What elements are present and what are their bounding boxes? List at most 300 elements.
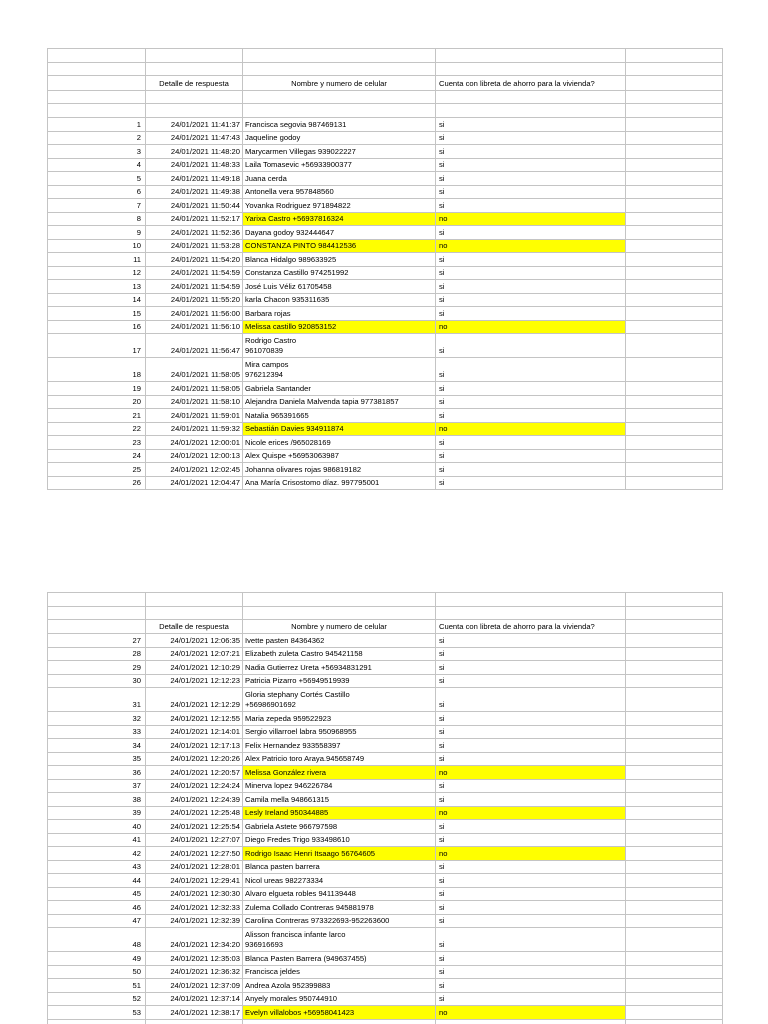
row-number-cell: 43: [48, 860, 146, 874]
timestamp-cell: 24/01/2021 12:25:48: [146, 806, 243, 820]
empty-cell: [243, 607, 436, 620]
empty-cell: [146, 104, 243, 118]
row-number-cell: 31: [48, 688, 146, 712]
name-cell: Dayana godoy 932444647: [243, 226, 436, 240]
table-row: [48, 725, 723, 739]
table-row: [48, 647, 723, 661]
empty-cell: [626, 860, 723, 874]
empty-cell: [626, 914, 723, 928]
name-cell: CONSTANZA PINTO 984412536: [243, 239, 436, 253]
empty-cell: [626, 172, 723, 186]
answer-cell: si: [436, 476, 626, 490]
name-cell: Blanca Pasten Barrera (949637455): [243, 952, 436, 966]
name-cell: Barbara rojas: [243, 307, 436, 321]
answer-cell: si: [436, 914, 626, 928]
row-number-cell: 22: [48, 422, 146, 436]
timestamp-cell: 24/01/2021 12:27:50: [146, 847, 243, 861]
table-row: [48, 334, 723, 358]
row-number-cell: 19: [48, 382, 146, 396]
table-row: [48, 806, 723, 820]
answer-cell: no: [436, 422, 626, 436]
name-cell: Rodrigo Castro 961070839: [243, 334, 436, 358]
timestamp-cell: 24/01/2021 11:59:01: [146, 409, 243, 423]
timestamp-cell: 24/01/2021 12:12:23: [146, 674, 243, 688]
empty-cell: [626, 766, 723, 780]
table-row: [48, 212, 723, 226]
row-number-cell: 1: [48, 118, 146, 132]
timestamp-cell: 24/01/2021 12:00:13: [146, 449, 243, 463]
row-number-cell: 52: [48, 992, 146, 1006]
timestamp-cell: 24/01/2021 12:10:29: [146, 661, 243, 675]
row-number-cell: 13: [48, 280, 146, 294]
answer-cell: si: [436, 172, 626, 186]
row-number-cell: 38: [48, 793, 146, 807]
row-number-cell: 33: [48, 725, 146, 739]
answer-cell: si: [436, 688, 626, 712]
empty-cell: [626, 712, 723, 726]
timestamp-cell: 24/01/2021 11:48:33: [146, 158, 243, 172]
name-cell: Blanca pasten barrera: [243, 860, 436, 874]
timestamp-cell: 24/01/2021 12:12:29: [146, 688, 243, 712]
timestamp-cell: 24/01/2021 12:17:13: [146, 739, 243, 753]
name-cell: Zulema Collado Contreras 945881978: [243, 901, 436, 915]
answer-cell: si: [436, 712, 626, 726]
answer-cell: si: [436, 266, 626, 280]
empty-cell: [626, 212, 723, 226]
row-number-cell: 45: [48, 887, 146, 901]
answer-cell: si: [436, 253, 626, 267]
empty-cell: [48, 1019, 146, 1024]
name-cell: Alvaro elgueta robles 941139448: [243, 887, 436, 901]
empty-cell: [146, 49, 243, 63]
empty-cell: [436, 91, 626, 104]
empty-cell: [626, 253, 723, 267]
name-cell: Carolina Contreras 973322693-952263600: [243, 914, 436, 928]
empty-cell: [626, 725, 723, 739]
empty-cell: [626, 422, 723, 436]
table-row: [48, 952, 723, 966]
row-number-cell: 53: [48, 1006, 146, 1020]
empty-cell: [48, 76, 146, 91]
name-cell: Alex Quispe +56953063987: [243, 449, 436, 463]
empty-cell: [626, 739, 723, 753]
row-number-cell: 15: [48, 307, 146, 321]
table-row: [48, 449, 723, 463]
table-row: [48, 739, 723, 753]
responses-table: [47, 48, 723, 490]
timestamp-cell: 24/01/2021 12:06:35: [146, 634, 243, 648]
answer-cell: si: [436, 901, 626, 915]
answer-cell: si: [436, 833, 626, 847]
empty-cell: [626, 979, 723, 993]
empty-cell: [243, 63, 436, 76]
empty-cell: [48, 91, 146, 104]
row-number-cell: 20: [48, 395, 146, 409]
answer-cell: no: [436, 847, 626, 861]
table-row: [48, 860, 723, 874]
table-row: [48, 409, 723, 423]
empty-cell: [626, 76, 723, 91]
table-row: [48, 674, 723, 688]
table-row: [48, 239, 723, 253]
blank-row: [48, 91, 723, 104]
empty-cell: [626, 793, 723, 807]
answer-cell: si: [436, 779, 626, 793]
table-row: [48, 226, 723, 240]
timestamp-cell: 24/01/2021 11:52:17: [146, 212, 243, 226]
empty-cell: [626, 449, 723, 463]
empty-cell: [626, 661, 723, 675]
empty-cell: [626, 239, 723, 253]
row-number-cell: 47: [48, 914, 146, 928]
empty-cell: [626, 104, 723, 118]
answer-cell: si: [436, 979, 626, 993]
row-number-cell: 23: [48, 436, 146, 450]
timestamp-cell: 24/01/2021 12:37:14: [146, 992, 243, 1006]
name-cell: Natalia 965391665: [243, 409, 436, 423]
timestamp-cell: 24/01/2021 12:32:39: [146, 914, 243, 928]
name-cell: Juana cerda: [243, 172, 436, 186]
table-row: [48, 914, 723, 928]
empty-cell: [626, 158, 723, 172]
empty-cell: [626, 688, 723, 712]
column-header-name: Nombre y numero de celular: [243, 620, 436, 634]
timestamp-cell: 24/01/2021 12:34:20: [146, 928, 243, 952]
timestamp-cell: 24/01/2021 11:49:18: [146, 172, 243, 186]
answer-cell: no: [436, 212, 626, 226]
name-cell: Francisca segovia 987469131: [243, 118, 436, 132]
row-number-cell: 48: [48, 928, 146, 952]
answer-cell: si: [436, 952, 626, 966]
row-number-cell: 18: [48, 358, 146, 382]
table-row: [48, 280, 723, 294]
timestamp-cell: 24/01/2021 11:54:59: [146, 266, 243, 280]
timestamp-cell: 24/01/2021 12:04:47: [146, 476, 243, 490]
row-number-cell: 21: [48, 409, 146, 423]
empty-cell: [626, 307, 723, 321]
timestamp-cell: 24/01/2021 11:52:36: [146, 226, 243, 240]
timestamp-cell: 24/01/2021 11:53:28: [146, 239, 243, 253]
empty-cell: [626, 131, 723, 145]
name-cell: Camila mella 948661315: [243, 793, 436, 807]
row-number-cell: 25: [48, 463, 146, 477]
timestamp-cell: 24/01/2021 12:30:30: [146, 887, 243, 901]
answer-cell: si: [436, 395, 626, 409]
row-number-cell: 9: [48, 226, 146, 240]
empty-cell: [48, 104, 146, 118]
name-cell: Patricia Pizarro +56949519939: [243, 674, 436, 688]
timestamp-cell: 24/01/2021 11:56:00: [146, 307, 243, 321]
name-cell: Alisson francisca infante larco 936916693: [243, 928, 436, 952]
table-row: [48, 463, 723, 477]
table-row: [48, 752, 723, 766]
empty-cell: [626, 620, 723, 634]
empty-cell: [243, 104, 436, 118]
answer-cell: si: [436, 145, 626, 159]
table-row: [48, 887, 723, 901]
name-cell: Blanca Hidalgo 989633925: [243, 253, 436, 267]
name-cell: Felix Hernandez 933558397: [243, 739, 436, 753]
timestamp-cell: 24/01/2021 12:00:01: [146, 436, 243, 450]
answer-cell: si: [436, 752, 626, 766]
name-cell: Lesly Ireland 950344885: [243, 806, 436, 820]
timestamp-cell: 24/01/2021 12:24:24: [146, 779, 243, 793]
answer-cell: si: [436, 118, 626, 132]
empty-cell: [243, 593, 436, 607]
answer-cell: si: [436, 674, 626, 688]
row-number-cell: 11: [48, 253, 146, 267]
timestamp-cell: 24/01/2021 12:27:07: [146, 833, 243, 847]
empty-cell: [626, 199, 723, 213]
answer-cell: si: [436, 334, 626, 358]
answer-cell: si: [436, 860, 626, 874]
name-cell: Evelyn villalobos +56958041423: [243, 1006, 436, 1020]
answer-cell: si: [436, 131, 626, 145]
answer-cell: si: [436, 793, 626, 807]
empty-cell: [436, 1019, 626, 1024]
name-cell: Ana María Crisostomo díaz. 997795001: [243, 476, 436, 490]
row-number-cell: 12: [48, 266, 146, 280]
empty-cell: [626, 145, 723, 159]
row-number-cell: 35: [48, 752, 146, 766]
empty-cell: [146, 607, 243, 620]
timestamp-cell: 24/01/2021 12:38:17: [146, 1006, 243, 1020]
blank-row: [48, 607, 723, 620]
table-row: [48, 172, 723, 186]
empty-cell: [243, 49, 436, 63]
header-row: [48, 620, 723, 634]
timestamp-cell: 24/01/2021 11:47:43: [146, 131, 243, 145]
answer-cell: si: [436, 358, 626, 382]
empty-cell: [626, 436, 723, 450]
timestamp-cell: 24/01/2021 12:32:33: [146, 901, 243, 915]
name-cell: Francisca jeldes: [243, 965, 436, 979]
name-cell: Yarixa Castro +56937816324: [243, 212, 436, 226]
table-row: [48, 793, 723, 807]
name-cell: Elizabeth zuleta Castro 945421158: [243, 647, 436, 661]
empty-cell: [243, 1019, 436, 1024]
timestamp-cell: 24/01/2021 11:58:10: [146, 395, 243, 409]
blank-row: [48, 104, 723, 118]
name-cell: Johanna olivares rojas 986819182: [243, 463, 436, 477]
name-cell: José Luis Véliz 61705458: [243, 280, 436, 294]
empty-cell: [626, 634, 723, 648]
clipped-row: [48, 1019, 723, 1024]
table-row: [48, 965, 723, 979]
empty-cell: [626, 874, 723, 888]
row-number-cell: 41: [48, 833, 146, 847]
empty-cell: [436, 63, 626, 76]
empty-cell: [626, 280, 723, 294]
timestamp-cell: 24/01/2021 12:37:09: [146, 979, 243, 993]
row-number-cell: 39: [48, 806, 146, 820]
answer-cell: si: [436, 185, 626, 199]
table-row: [48, 874, 723, 888]
column-header-answer: Cuenta con libreta de ahorro para la vivienda?: [436, 620, 626, 634]
empty-cell: [626, 952, 723, 966]
answer-cell: si: [436, 965, 626, 979]
timestamp-cell: 24/01/2021 11:54:59: [146, 280, 243, 294]
responses-table: [47, 592, 723, 1024]
row-number-cell: 14: [48, 293, 146, 307]
empty-cell: [626, 334, 723, 358]
name-cell: Ivette pasten 84364362: [243, 634, 436, 648]
answer-cell: si: [436, 382, 626, 396]
row-number-cell: 3: [48, 145, 146, 159]
name-cell: Antonella vera 957848560: [243, 185, 436, 199]
empty-cell: [243, 91, 436, 104]
row-number-cell: 5: [48, 172, 146, 186]
empty-cell: [48, 49, 146, 63]
table-row: [48, 358, 723, 382]
name-cell: Gabriela Santander: [243, 382, 436, 396]
timestamp-cell: 24/01/2021 12:28:01: [146, 860, 243, 874]
row-number-cell: 7: [48, 199, 146, 213]
answer-cell: si: [436, 887, 626, 901]
empty-cell: [146, 63, 243, 76]
sheet-page-2: [47, 592, 723, 1024]
timestamp-cell: 24/01/2021 11:56:10: [146, 320, 243, 334]
row-number-cell: 51: [48, 979, 146, 993]
empty-cell: [146, 91, 243, 104]
table-row: [48, 145, 723, 159]
timestamp-cell: 24/01/2021 11:49:38: [146, 185, 243, 199]
table-row: [48, 779, 723, 793]
timestamp-cell: 24/01/2021 12:24:39: [146, 793, 243, 807]
answer-cell: no: [436, 239, 626, 253]
timestamp-cell: 24/01/2021 12:36:32: [146, 965, 243, 979]
empty-cell: [626, 320, 723, 334]
answer-cell: si: [436, 874, 626, 888]
answer-cell: si: [436, 226, 626, 240]
header-row: [48, 76, 723, 91]
name-cell: Anyely morales 950744910: [243, 992, 436, 1006]
answer-cell: si: [436, 409, 626, 423]
answer-cell: no: [436, 766, 626, 780]
row-number-cell: 6: [48, 185, 146, 199]
row-number-cell: 42: [48, 847, 146, 861]
empty-cell: [626, 382, 723, 396]
table-row: [48, 820, 723, 834]
timestamp-cell: 24/01/2021 11:50:44: [146, 199, 243, 213]
name-cell: Nicol ureas 982273334: [243, 874, 436, 888]
empty-cell: [626, 358, 723, 382]
row-number-cell: 44: [48, 874, 146, 888]
row-number-cell: 4: [48, 158, 146, 172]
answer-cell: no: [436, 806, 626, 820]
empty-cell: [626, 476, 723, 490]
table-row: [48, 422, 723, 436]
table-row: [48, 476, 723, 490]
name-cell: Constanza Castillo 974251992: [243, 266, 436, 280]
row-number-cell: 26: [48, 476, 146, 490]
empty-cell: [626, 185, 723, 199]
table-row: [48, 131, 723, 145]
empty-cell: [626, 607, 723, 620]
timestamp-cell: 24/01/2021 11:58:05: [146, 358, 243, 382]
row-number-cell: 10: [48, 239, 146, 253]
answer-cell: si: [436, 661, 626, 675]
timestamp-cell: 24/01/2021 12:12:55: [146, 712, 243, 726]
name-cell: Marycarmen Villegas 939022227: [243, 145, 436, 159]
table-row: [48, 199, 723, 213]
empty-cell: [436, 607, 626, 620]
empty-cell: [436, 593, 626, 607]
timestamp-cell: 24/01/2021 11:56:47: [146, 334, 243, 358]
row-number-cell: 29: [48, 661, 146, 675]
answer-cell: si: [436, 739, 626, 753]
empty-cell: [626, 820, 723, 834]
empty-cell: [436, 49, 626, 63]
table-row: [48, 766, 723, 780]
row-number-cell: 36: [48, 766, 146, 780]
empty-cell: [626, 1006, 723, 1020]
table-row: [48, 979, 723, 993]
timestamp-cell: 24/01/2021 12:20:57: [146, 766, 243, 780]
row-number-cell: 16: [48, 320, 146, 334]
answer-cell: si: [436, 928, 626, 952]
answer-cell: si: [436, 634, 626, 648]
column-header-answer: Cuenta con libreta de ahorro para la vivienda?: [436, 76, 626, 91]
name-cell: Sergio villarroel labra 950968955: [243, 725, 436, 739]
answer-cell: si: [436, 293, 626, 307]
row-number-cell: 2: [48, 131, 146, 145]
table-row: [48, 634, 723, 648]
table-row: [48, 266, 723, 280]
empty-cell: [146, 1019, 243, 1024]
column-header-name: Nombre y numero de celular: [243, 76, 436, 91]
sheet-page-1: [47, 48, 723, 491]
row-number-cell: 28: [48, 647, 146, 661]
table-row: [48, 293, 723, 307]
name-cell: Alex Patricio toro Araya.945658749: [243, 752, 436, 766]
empty-cell: [626, 63, 723, 76]
timestamp-cell: 24/01/2021 11:54:20: [146, 253, 243, 267]
answer-cell: no: [436, 320, 626, 334]
timestamp-cell: 24/01/2021 12:35:03: [146, 952, 243, 966]
row-number-cell: 40: [48, 820, 146, 834]
column-header-timestamp: Detalle de respuesta: [146, 76, 243, 91]
answer-cell: si: [436, 647, 626, 661]
timestamp-cell: 24/01/2021 11:59:32: [146, 422, 243, 436]
answer-cell: si: [436, 992, 626, 1006]
table-row: [48, 118, 723, 132]
answer-cell: si: [436, 725, 626, 739]
empty-cell: [626, 593, 723, 607]
name-cell: Rodrigo Isaac Henri Itsaago 56764605: [243, 847, 436, 861]
row-number-cell: 49: [48, 952, 146, 966]
empty-cell: [626, 965, 723, 979]
blank-row: [48, 593, 723, 607]
blank-row: [48, 49, 723, 63]
empty-cell: [436, 104, 626, 118]
table-row: [48, 847, 723, 861]
row-number-cell: 27: [48, 634, 146, 648]
empty-cell: [626, 992, 723, 1006]
empty-cell: [626, 887, 723, 901]
table-row: [48, 395, 723, 409]
name-cell: Diego Fredes Trigo 933498610: [243, 833, 436, 847]
empty-cell: [626, 463, 723, 477]
name-cell: Alejandra Daniela Malvenda tapia 977381857: [243, 395, 436, 409]
empty-cell: [48, 593, 146, 607]
row-number-cell: 24: [48, 449, 146, 463]
empty-cell: [626, 226, 723, 240]
name-cell: Nicole erices /965028169: [243, 436, 436, 450]
answer-cell: si: [436, 449, 626, 463]
row-number-cell: 30: [48, 674, 146, 688]
empty-cell: [626, 49, 723, 63]
